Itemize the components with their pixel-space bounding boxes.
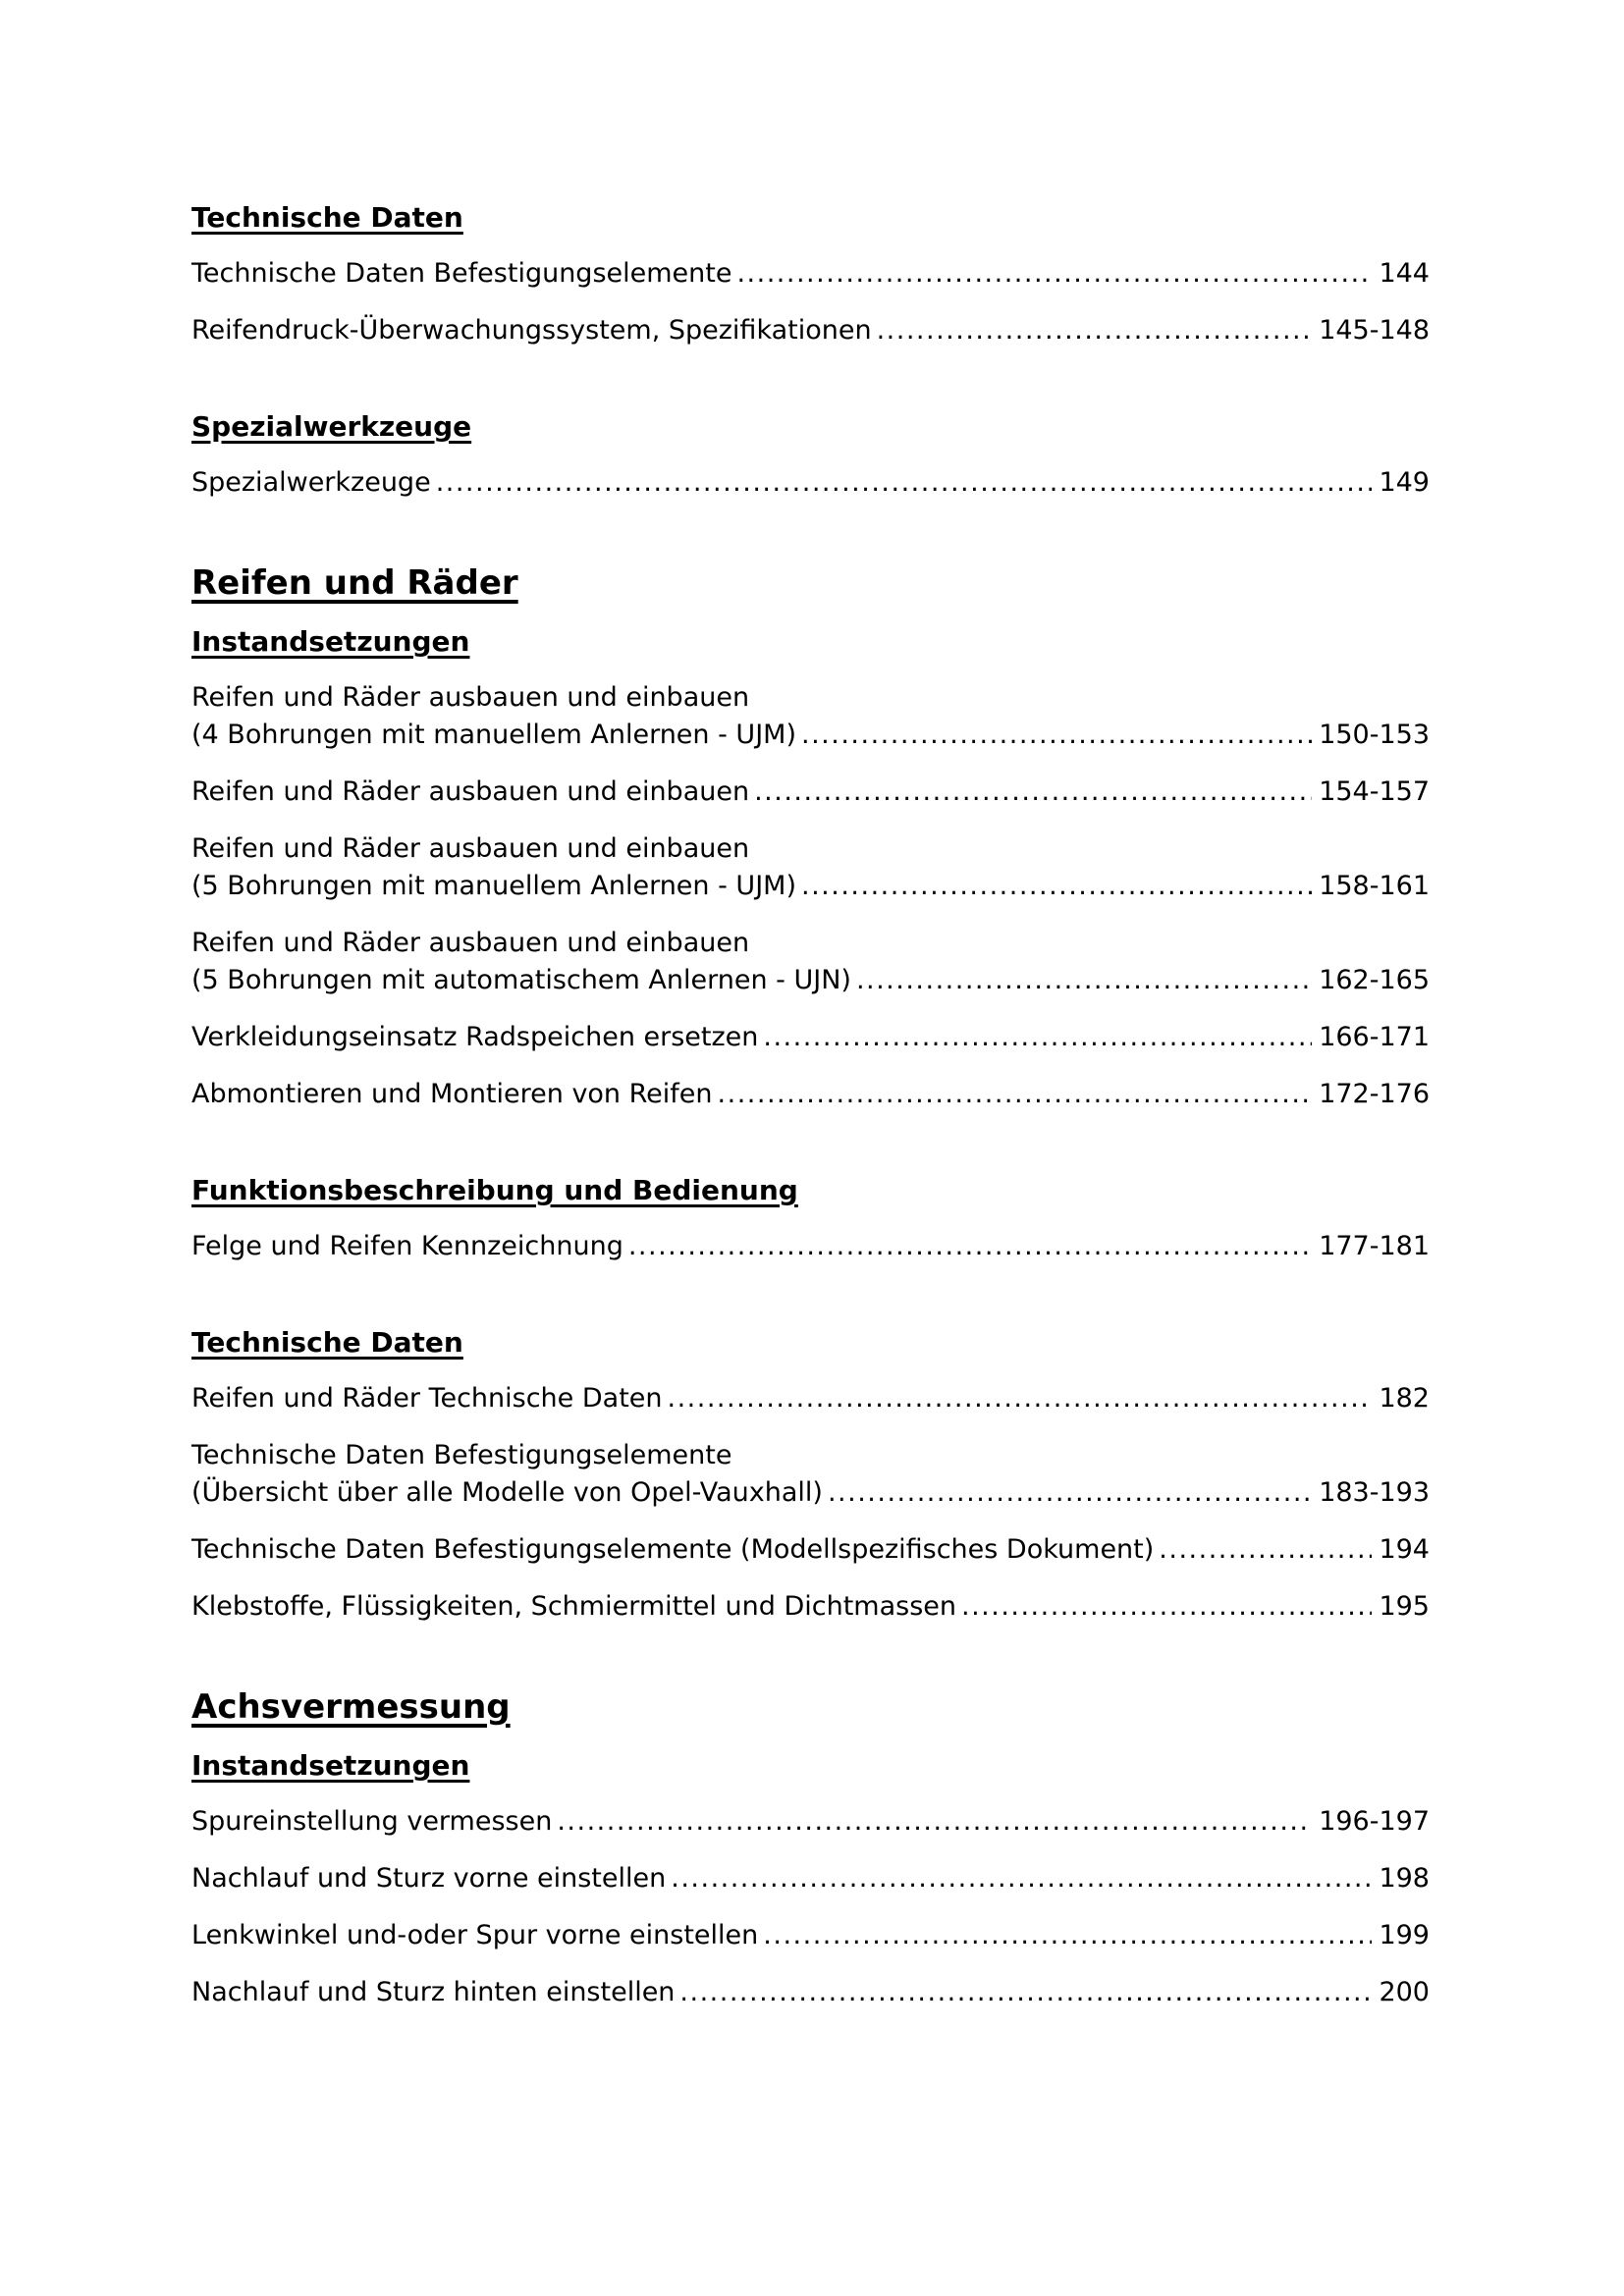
toc-entry-pages: 154-157 — [1319, 776, 1430, 807]
toc-entry-row — [191, 1860, 1430, 1897]
toc-entry-row — [191, 868, 1430, 905]
dot-leader — [801, 717, 1312, 754]
toc-entry-row — [191, 1803, 1430, 1841]
toc-entry-pages: 149 — [1379, 467, 1430, 498]
toc-entry-row — [191, 1531, 1430, 1569]
toc-entry — [191, 679, 1430, 754]
toc-entry-pages: 177-181 — [1319, 1231, 1430, 1261]
dot-leader — [961, 1588, 1372, 1626]
toc-entry — [191, 1228, 1430, 1265]
toc-entry-pages: 166-171 — [1319, 1022, 1430, 1052]
toc-entry — [191, 1437, 1430, 1512]
toc-group-technische-daten-2 — [191, 1324, 1430, 1626]
toc-entry-row — [191, 1019, 1430, 1056]
toc-entry-pages: 150-153 — [1319, 720, 1430, 750]
dot-leader — [668, 1380, 1373, 1417]
toc-entry — [191, 925, 1430, 999]
dot-leader — [679, 1974, 1372, 2011]
toc-entry — [191, 255, 1430, 293]
toc-entry — [191, 1531, 1430, 1569]
toc-entry-pages: 183-193 — [1319, 1477, 1430, 1508]
toc-group-spezialwerkzeuge — [191, 408, 1430, 502]
toc-entry-pages: 200 — [1379, 1977, 1430, 2007]
toc-entry-row — [191, 1917, 1430, 1954]
dot-leader — [671, 1860, 1372, 1897]
toc-entry-row — [191, 1076, 1430, 1113]
toc-entry-pages: 196-197 — [1319, 1806, 1430, 1837]
toc-entry-row — [191, 1474, 1430, 1512]
toc-entry-pages: 172-176 — [1319, 1079, 1430, 1109]
toc-entry — [191, 1974, 1430, 2011]
toc-entry-title: (5 Bohrungen mit automatischem Anlernen - UJN) — [191, 965, 851, 995]
dot-leader — [801, 868, 1312, 905]
dot-leader — [763, 1917, 1372, 1954]
dot-leader — [718, 1076, 1313, 1113]
toc-entry-row — [191, 1228, 1430, 1265]
toc-entry-row — [191, 962, 1430, 999]
toc-entry — [191, 464, 1430, 502]
toc-entry-title: Nachlauf und Sturz vorne einstellen — [191, 1863, 667, 1894]
section-heading: Funktionsbeschreibung und Bedienung — [191, 1174, 798, 1206]
toc-entry-line1: Reifen und Räder ausbauen und einbauen — [191, 682, 750, 713]
toc-entry-line1: Reifen und Räder ausbauen und einbauen — [191, 928, 750, 958]
toc-entry — [191, 1917, 1430, 1954]
dot-leader — [736, 255, 1372, 293]
dot-leader — [557, 1803, 1312, 1841]
toc-entry-pages: 158-161 — [1319, 871, 1430, 901]
dot-leader — [856, 962, 1312, 999]
toc-entry-title: Spureinstellung vermessen — [191, 1806, 553, 1837]
toc-entry-title: Reifendruck-Überwachungssystem, Spezifikationen — [191, 315, 872, 346]
toc-entry-row — [191, 1588, 1430, 1626]
section-heading: Spezialwerkzeuge — [191, 410, 472, 443]
toc-entry — [191, 1588, 1430, 1626]
toc-entry — [191, 774, 1430, 811]
toc-entry-row — [191, 1974, 1430, 2011]
dot-leader — [763, 1019, 1312, 1056]
toc-entry-pages: 162-165 — [1319, 965, 1430, 995]
section-heading: Instandsetzungen — [191, 1749, 470, 1782]
toc-entry-pages: 195 — [1379, 1591, 1430, 1622]
toc-entry-title: Felge und Reifen Kennzeichnung — [191, 1231, 623, 1261]
dot-leader — [628, 1228, 1312, 1265]
toc-entry — [191, 1019, 1430, 1056]
toc-entry-pages: 182 — [1379, 1383, 1430, 1414]
toc-entry-pages: 194 — [1379, 1534, 1430, 1565]
toc-entry-row — [191, 464, 1430, 502]
section-heading: Technische Daten — [191, 1326, 463, 1359]
toc-entry-title: Verkleidungseinsatz Radspeichen ersetzen — [191, 1022, 759, 1052]
dot-leader — [436, 464, 1373, 502]
toc-entry-title: Technische Daten Befestigungselemente (Modellspezifisches Dokument) — [191, 1534, 1155, 1565]
toc-entry-title: Reifen und Räder Technische Daten — [191, 1383, 663, 1414]
dot-leader — [828, 1474, 1312, 1512]
toc-entry — [191, 830, 1430, 905]
toc-entry — [191, 1380, 1430, 1417]
toc-entry — [191, 1076, 1430, 1113]
toc-entry — [191, 1803, 1430, 1841]
toc-entry — [191, 312, 1430, 349]
toc-entry-title: Spezialwerkzeuge — [191, 467, 431, 498]
chapter-heading: Reifen und Räder — [191, 563, 518, 603]
dot-leader — [754, 774, 1312, 811]
toc-entry-title: Reifen und Räder ausbauen und einbauen — [191, 776, 750, 807]
toc-entry-title: Abmontieren und Montieren von Reifen — [191, 1079, 713, 1109]
section-heading: Instandsetzungen — [191, 625, 470, 658]
toc-group-achsvermessung — [191, 1684, 1430, 2011]
toc-entry-pages: 145-148 — [1319, 315, 1430, 346]
toc-entry-title: (4 Bohrungen mit manuellem Anlernen - UJM) — [191, 720, 796, 750]
toc-entry-title: (5 Bohrungen mit manuellem Anlernen - UJM) — [191, 871, 796, 901]
toc-entry-title: (Übersicht über alle Modelle von Opel-Vauxhall) — [191, 1477, 823, 1508]
toc-entry-pages: 199 — [1379, 1920, 1430, 1950]
toc-entry-title: Technische Daten Befestigungselemente — [191, 258, 732, 289]
toc-entry-title: Klebstoffe, Flüssigkeiten, Schmiermittel und Dichtmassen — [191, 1591, 956, 1622]
toc-entry-pages: 144 — [1379, 258, 1430, 289]
toc-group-technische-daten-1 — [191, 199, 1430, 349]
dot-leader — [877, 312, 1313, 349]
toc-group-funktionsbeschreibung — [191, 1172, 1430, 1265]
toc-entry-title: Nachlauf und Sturz hinten einstellen — [191, 1977, 676, 2007]
toc-entry-line1: Reifen und Räder ausbauen und einbauen — [191, 833, 750, 864]
chapter-heading: Achsvermessung — [191, 1687, 511, 1727]
toc-entry-row — [191, 717, 1430, 754]
toc-entry-row — [191, 774, 1430, 811]
toc-entry-line1: Technische Daten Befestigungselemente — [191, 1440, 732, 1470]
toc-entry — [191, 1860, 1430, 1897]
toc-entry-title: Lenkwinkel und-oder Spur vorne einstellen — [191, 1920, 759, 1950]
toc-entry-row — [191, 1380, 1430, 1417]
dot-leader — [1159, 1531, 1372, 1569]
toc-entry-row — [191, 312, 1430, 349]
toc-entry-pages: 198 — [1379, 1863, 1430, 1894]
section-heading: Technische Daten — [191, 201, 463, 234]
toc-group-reifen-und-raeder — [191, 561, 1430, 1113]
toc-entry-row — [191, 255, 1430, 293]
